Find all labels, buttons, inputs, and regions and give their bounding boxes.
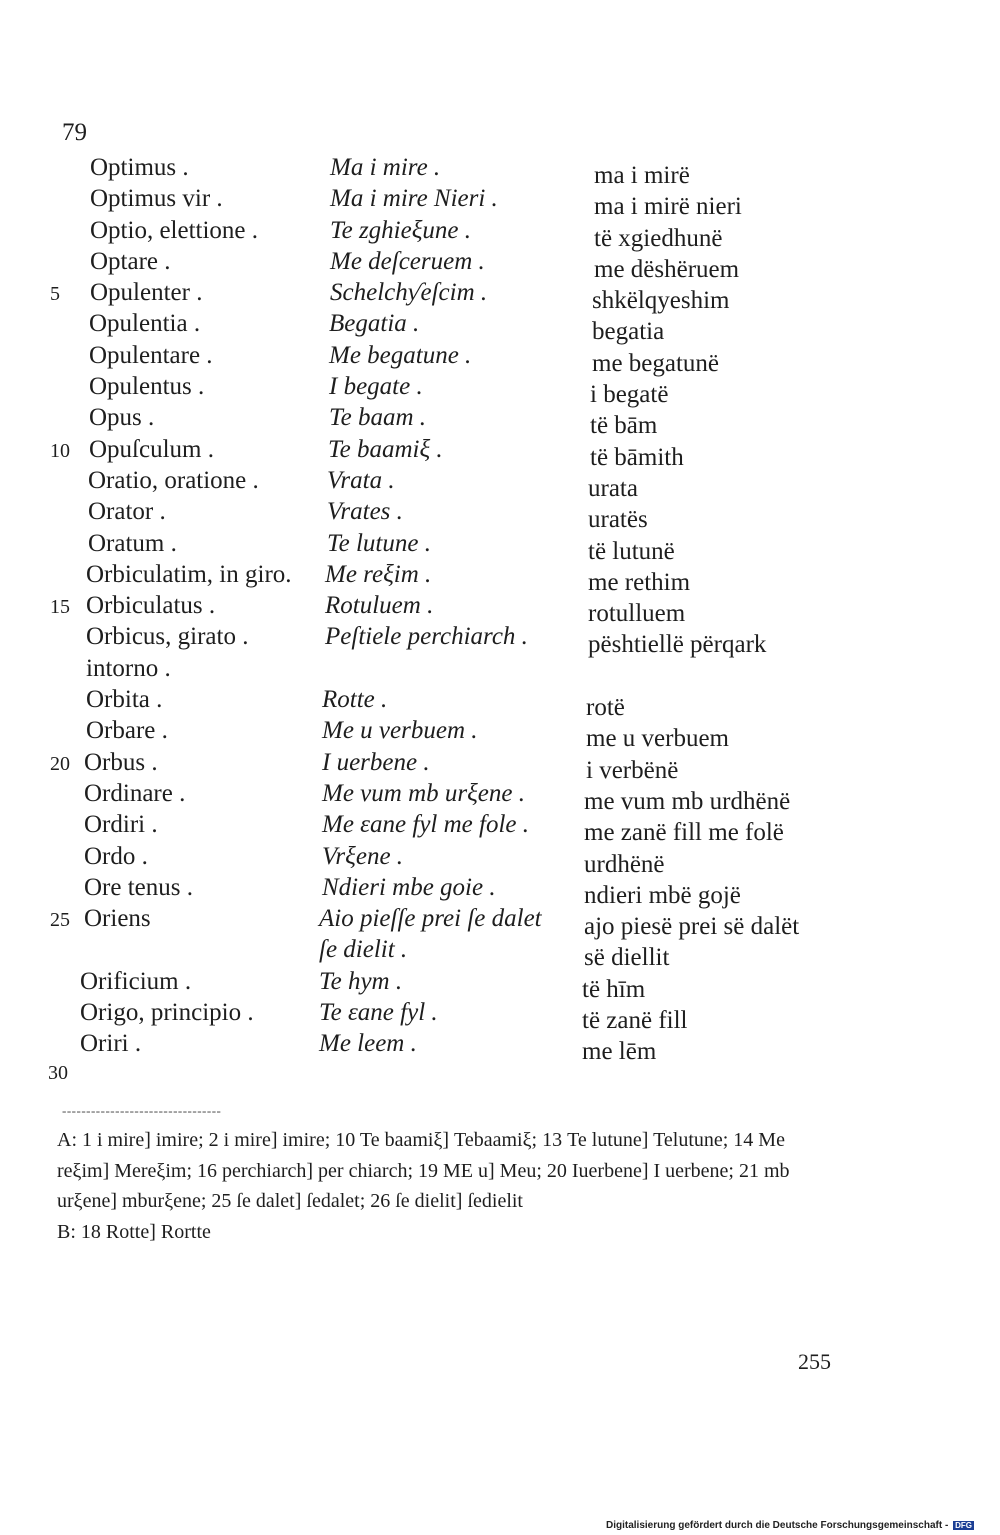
italic-albanian-term: Me reξim . — [325, 560, 432, 588]
entry-row — [0, 183, 1000, 221]
italic-albanian-term: Begatia . — [329, 310, 420, 338]
modern-albanian-term: të bāmith — [590, 443, 684, 471]
italic-albanian-term: Peſtiele perchiarch . — [325, 623, 528, 651]
modern-albanian-term: i verbënë — [586, 756, 679, 784]
latin-term: Opuſculum . — [89, 435, 214, 463]
footer-text: Digitalisierung gefördert durch die Deutsche Forschungsgemeinschaft - — [606, 1520, 949, 1531]
line-number: 15 — [50, 596, 70, 619]
modern-albanian-term: ajo piesë prei së dalët — [584, 913, 800, 941]
italic-albanian-term: Me leem . — [319, 1030, 417, 1058]
italic-albanian-term: Ma i mire . — [330, 154, 441, 181]
entry-row — [0, 277, 1000, 315]
entry-row — [0, 621, 1000, 659]
modern-albanian-term: rotë — [586, 694, 625, 722]
modern-albanian-term: me vum mb urdhënë — [584, 787, 791, 815]
entry-row — [0, 559, 1000, 596]
entry-row — [0, 340, 1000, 377]
entry-row — [0, 934, 1000, 972]
modern-albanian-term: me lēm — [582, 1038, 657, 1066]
modern-albanian-term: urata — [588, 474, 638, 502]
latin-term: Opulentus . — [89, 373, 205, 401]
line-number: 5 — [50, 283, 60, 306]
entry-row — [0, 402, 1000, 440]
modern-albanian-term: të zanë fill — [582, 1007, 688, 1035]
italic-albanian-term: Rotuluem . — [325, 592, 434, 620]
entry-row — [0, 778, 1000, 815]
italic-albanian-term: Me εane fyl me fole . — [322, 811, 529, 839]
latin-term: Orbita . — [86, 686, 163, 714]
latin-term: Optio, elettione . — [90, 216, 259, 244]
italic-albanian-term: Te baamiξ . — [328, 435, 443, 463]
entry-list — [0, 152, 1000, 1066]
italic-albanian-term: Te baam . — [329, 404, 427, 432]
modern-albanian-term: me u verbuem — [586, 725, 730, 753]
modern-albanian-term: pështiellë përqark — [588, 631, 767, 659]
line-number: 20 — [50, 752, 70, 775]
entry-row — [0, 966, 1000, 1003]
entry-row — [0, 1028, 1000, 1066]
entry-row — [0, 747, 1000, 784]
entry-row — [0, 215, 1000, 252]
entry-row — [0, 997, 1000, 1035]
latin-term: Oriens — [84, 905, 151, 933]
dfg-logo: DFG — [955, 1520, 972, 1530]
latin-term: Oriri . — [80, 1030, 142, 1058]
entry-row — [0, 684, 1000, 722]
latin-term: Oratio, oratione . — [88, 466, 259, 494]
italic-albanian-term: Vrates . — [327, 498, 403, 526]
modern-albanian-term: uratës — [588, 506, 648, 534]
italic-albanian-term: I begate . — [329, 373, 423, 401]
modern-albanian-term: së diellit — [584, 944, 670, 972]
modern-albanian-term: të bām — [590, 412, 658, 440]
entry-row — [0, 528, 1000, 565]
entry-row — [0, 152, 1000, 189]
entry-row — [0, 465, 1000, 502]
entry-row — [0, 841, 1000, 878]
latin-term: Ordiri . — [84, 811, 158, 839]
entry-row — [0, 434, 1000, 471]
latin-term: Orbicus, girato . — [86, 623, 249, 651]
modern-albanian-term: të xgiedhunë — [594, 224, 723, 252]
note-a: A: 1 i mire] imire; 2 i mire] imire; 10 Te baamiξ] Tebaamiξ; 13 Te lutune] Telutune; 14 Me reξim] Mereξim; 16 perchiarch] per chiarch; 19 ME u] Meu; 20 Iuerbene] I uerbene; 21 mb urξene] mburξene; 25 ſe dalet] ſedalet; 26 ſe dielit] ſedielit — [57, 1129, 790, 1212]
italic-albanian-term: Aio pieſſe prei ſe dalet — [319, 905, 542, 933]
latin-term: Orbiculatus . — [86, 592, 216, 620]
italic-albanian-term: Schelchƴeſcim . — [330, 279, 488, 307]
entry-row — [0, 653, 1000, 684]
entry-row — [0, 715, 1000, 753]
entry-row — [0, 809, 1000, 847]
latin-term: Orator . — [88, 498, 166, 526]
italic-albanian-term: Rotte . — [322, 686, 388, 714]
modern-albanian-term: shkëlqyeshim — [592, 287, 730, 315]
italic-albanian-term: Vrξene . — [322, 842, 404, 870]
page-number: 255 — [798, 1349, 831, 1374]
line-number: 25 — [50, 909, 70, 932]
modern-albanian-term: ma i mirë — [594, 162, 690, 189]
italic-albanian-term: Te hym . — [319, 967, 403, 995]
latin-term: Orbiculatim, in giro. — [86, 560, 292, 588]
modern-albanian-term: ndieri mbë gojë — [584, 881, 741, 909]
modern-albanian-term: rotulluem — [588, 600, 686, 628]
modern-albanian-term: me dëshëruem — [594, 255, 740, 283]
line-label-79: 79 — [62, 119, 87, 146]
entry-row — [0, 371, 1000, 409]
line-label-30: 30 — [48, 1062, 68, 1084]
latin-term: Orbus . — [84, 748, 158, 776]
apparatus-notes — [57, 1125, 827, 1247]
italic-albanian-term: ſe dielit . — [319, 936, 408, 964]
entry-row — [0, 496, 1000, 534]
modern-albanian-term: ma i mirë nieri — [594, 193, 742, 221]
latin-term: Ordo . — [84, 842, 148, 870]
italic-albanian-term: I uerbene . — [322, 748, 430, 776]
latin-term: Opulenter . — [90, 279, 203, 307]
latin-term: Optimus . — [90, 154, 189, 181]
italic-albanian-term: Ndieri mbe goie . — [322, 873, 496, 901]
italic-albanian-term: Vrata . — [327, 466, 395, 494]
italic-albanian-term: Me begatune . — [329, 341, 472, 369]
note-b: B: 18 Rotte] Rortte — [57, 1220, 211, 1243]
modern-albanian-term: urdhënë — [584, 850, 665, 878]
italic-albanian-term: Te zghieξune . — [330, 216, 472, 244]
modern-albanian-term: me rethim — [588, 568, 691, 596]
entry-row — [0, 246, 1000, 283]
entry-row — [0, 308, 1000, 346]
line-number: 10 — [50, 439, 70, 462]
latin-term: Orbare . — [86, 717, 168, 745]
footnote-separator: --------------------------------- — [62, 1103, 222, 1118]
latin-term: Orificium . — [80, 967, 192, 995]
modern-albanian-term: të hīm — [582, 975, 646, 1003]
entry-row — [0, 590, 1000, 628]
italic-albanian-term: Me deſceruem . — [330, 247, 485, 275]
dfg-footer — [606, 1520, 974, 1531]
latin-term: Opulentare . — [89, 341, 213, 369]
latin-term: Opus . — [89, 404, 155, 432]
modern-albanian-term: me begatunë — [592, 349, 720, 377]
italic-albanian-term: Te lutune . — [327, 529, 431, 557]
latin-term: Optimus vir . — [90, 185, 223, 213]
modern-albanian-term: të lutunë — [588, 537, 675, 565]
latin-term: Opulentia . — [89, 310, 201, 338]
italic-albanian-term: Te εane fyl . — [319, 999, 438, 1027]
modern-albanian-term: i begatë — [590, 381, 669, 409]
latin-term: Oratum . — [88, 529, 177, 557]
modern-albanian-term: me zanë fill me folë — [584, 819, 784, 847]
modern-albanian-term: begatia — [592, 318, 665, 346]
latin-term: Ordinare . — [84, 779, 186, 807]
italic-albanian-term: Me u verbuem . — [322, 717, 478, 745]
italic-albanian-term: Me vum mb urξene . — [322, 779, 526, 807]
latin-term: Origo, principio . — [80, 999, 254, 1027]
entry-row — [0, 903, 1000, 941]
entry-row — [0, 872, 1000, 909]
latin-term: Ore tenus . — [84, 873, 193, 901]
latin-term: intorno . — [86, 654, 171, 682]
latin-term: Optare . — [90, 247, 171, 275]
italic-albanian-term: Ma i mire Nieri . — [330, 185, 498, 213]
